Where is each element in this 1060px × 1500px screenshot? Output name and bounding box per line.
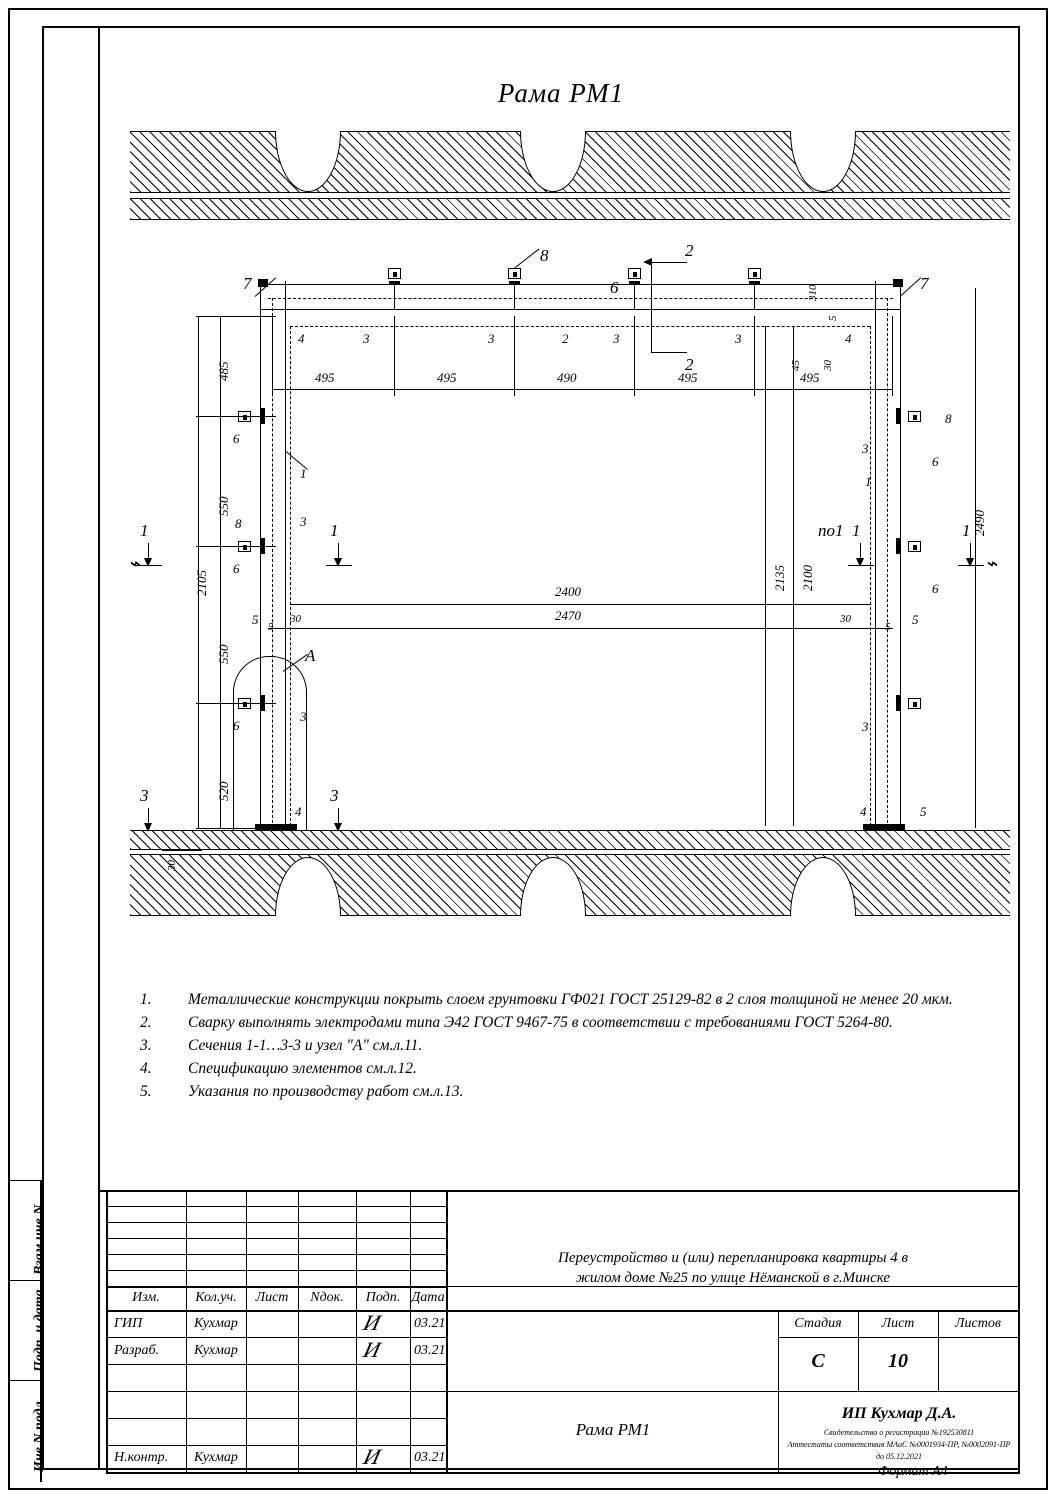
section-1-right-inner: 1 xyxy=(852,521,861,540)
leader xyxy=(514,248,540,268)
dim-top-3: 490 xyxy=(557,370,577,385)
mark-6-r1: 6 xyxy=(932,454,939,469)
tb-role-razrab: Разраб. xyxy=(114,1343,160,1358)
note-item xyxy=(140,1082,1020,1102)
note-item xyxy=(140,1013,1020,1033)
dim-ext xyxy=(272,316,273,396)
tb-line xyxy=(356,1190,357,1472)
mark-8-r: 8 xyxy=(945,411,952,426)
note-text: Указания по производству работ см.л.13. xyxy=(188,1083,464,1100)
mark-3-beam-4: 3 xyxy=(735,331,742,346)
note-text: Сварку выполнять электродами типа Э42 ГОСТ 9467-75 в соответствии с требованиями ГОСТ 5264-80. xyxy=(188,1014,893,1031)
dim-2470: 2470 xyxy=(555,608,581,623)
tb-signature: И xyxy=(361,1444,384,1469)
mark-6-l1: 6 xyxy=(233,431,240,446)
tb-line xyxy=(106,1445,446,1446)
note-number: 4. xyxy=(140,1060,152,1077)
mark-2-beam: 2 xyxy=(562,331,569,346)
beam-bottom-edge xyxy=(260,309,900,310)
dimension-line-2400 xyxy=(290,604,870,605)
mark-7-right: 7 xyxy=(920,274,929,293)
dim-top-4: 495 xyxy=(678,370,698,385)
mark-6-top: 6 xyxy=(610,278,619,297)
bolt-assembly xyxy=(508,268,521,279)
section-1-right-outer: 1 xyxy=(962,521,971,540)
tb-line xyxy=(106,1238,446,1239)
tb-line xyxy=(298,1190,299,1472)
tb-line xyxy=(106,1310,1020,1312)
mark-1-l1: 1 xyxy=(300,466,307,481)
mark-A: A xyxy=(305,646,316,665)
note-number: 3. xyxy=(140,1037,152,1054)
mark-3-beam-1: 3 xyxy=(363,331,370,346)
bolt-assembly xyxy=(908,411,921,422)
tb-role-nkontr: Н.контр. xyxy=(114,1450,169,1465)
note-number: 2. xyxy=(140,1014,152,1031)
section-2-line-bot xyxy=(651,352,687,353)
mark-3-l1: 3 xyxy=(300,514,307,529)
section-2-axis xyxy=(651,262,652,352)
dim-ext xyxy=(514,316,515,396)
tb-role-gip: ГИП xyxy=(114,1316,143,1331)
dim-left-550b: 550 xyxy=(216,644,231,664)
dim-5-left: 5 xyxy=(268,621,274,633)
notes-block xyxy=(140,990,1020,1105)
tb-line xyxy=(106,1190,108,1472)
dim-right-2100: 2100 xyxy=(800,565,815,591)
dim-top-1: 495 xyxy=(315,370,335,385)
cap-plate-right xyxy=(893,279,903,287)
tb-sheets-header: Листов xyxy=(955,1316,1001,1331)
tb-object-line2: жилом доме №25 по улице Нёманской в г.Минске xyxy=(575,1270,891,1286)
bolt-assembly xyxy=(628,268,641,279)
dimension-line-right xyxy=(975,288,976,828)
mark-4-beam-right: 4 xyxy=(845,331,852,346)
note-item xyxy=(140,1036,1020,1056)
tb-company-line1: Свидетельство о регистрации №192530811 xyxy=(823,1428,975,1437)
dimension-line-top xyxy=(272,389,892,390)
dim-5-right: 5 xyxy=(885,621,891,633)
mark-1-r: 1 xyxy=(865,474,872,489)
section-1-left-inner: 1 xyxy=(330,521,339,540)
tb-line xyxy=(106,1206,446,1207)
dim-ext xyxy=(394,316,395,396)
mark-6-l3: 6 xyxy=(233,718,240,733)
section-3-bar xyxy=(136,830,162,831)
side-label-vzam: Взам.инв.N xyxy=(32,1204,47,1275)
sheet-format-label: Формат А4 xyxy=(878,1464,948,1479)
tb-company-line2: Аттестаты соответствия МАиС №0001934-ПР, №0002091-ПР xyxy=(787,1440,1011,1449)
beam-center-line xyxy=(268,298,893,299)
bolt-assembly xyxy=(748,268,761,279)
dim-ext xyxy=(196,416,276,417)
dim-ext xyxy=(196,316,276,317)
dim-right-2490: 2490 xyxy=(972,510,987,536)
note-number: 1. xyxy=(140,991,152,1008)
mark-5-r2: 5 xyxy=(920,804,927,819)
tb-signature: И xyxy=(361,1310,384,1335)
dim-30-right: 30 xyxy=(840,613,851,625)
tb-line xyxy=(106,1254,446,1255)
section-1-bar xyxy=(848,565,874,566)
note-item xyxy=(140,1059,1020,1079)
mark-3-l2: 3 xyxy=(300,709,307,724)
drawing-title: Рама РМ1 xyxy=(497,78,625,108)
section-1-bar xyxy=(958,565,984,566)
mark-4-l: 4 xyxy=(295,804,302,819)
tb-header-koluch: Кол.уч. xyxy=(195,1290,237,1305)
tb-line xyxy=(106,1337,446,1338)
bolt-stem xyxy=(394,284,395,310)
tb-stage-value: С xyxy=(811,1350,825,1372)
break-symbol-left: ⌁ xyxy=(128,553,141,575)
dim-30-left: 30 xyxy=(290,613,301,625)
tb-header-list: Лист xyxy=(255,1290,289,1305)
tb-company-line3: до 05.12.2021 xyxy=(875,1452,923,1461)
tb-line xyxy=(106,1418,446,1419)
tb-line xyxy=(106,1270,446,1271)
tb-line xyxy=(778,1391,1020,1392)
tb-object-line1: Переустройство и (или) перепланировка квартиры 4 в xyxy=(558,1250,908,1266)
tb-line xyxy=(246,1190,247,1472)
note-number: 5. xyxy=(140,1083,152,1100)
tb-line xyxy=(106,1391,446,1392)
tb-date-gip: 03.21 xyxy=(414,1316,446,1331)
tb-line xyxy=(186,1190,187,1472)
tb-name-razrab: Кухмар xyxy=(194,1343,238,1358)
section-1-left-outer: 1 xyxy=(140,521,149,540)
dim-left-485: 485 xyxy=(216,361,231,381)
dim-left-2105: 2105 xyxy=(194,570,209,596)
mark-3-r1: 3 xyxy=(862,441,869,456)
mark-4-beam-left: 4 xyxy=(298,331,305,346)
dim-right-2135: 2135 xyxy=(772,565,787,591)
dim-top-5: 495 xyxy=(800,370,820,385)
break-symbol-right: ⌁ xyxy=(985,553,998,575)
tb-name-gip: Кухмар xyxy=(194,1316,238,1331)
tb-header-podp: Подп. xyxy=(365,1290,401,1305)
mark-5-r: 5 xyxy=(912,612,919,627)
tb-date-nkontr: 03.21 xyxy=(414,1450,446,1465)
mark-3-beam-2: 3 xyxy=(488,331,495,346)
mark-6-l2: 6 xyxy=(233,561,240,576)
tb-header-ndok: Nдок. xyxy=(310,1290,344,1305)
note-text: Спецификацию элементов см.л.12. xyxy=(188,1060,417,1077)
dimension-line-left-1 xyxy=(220,316,221,828)
tb-line xyxy=(446,1391,778,1392)
tb-signature: И xyxy=(361,1337,384,1362)
bolt-stem xyxy=(754,284,755,310)
dim-ext xyxy=(892,316,893,396)
bolt-plate xyxy=(896,538,900,554)
dim-left-30: 30 xyxy=(166,860,178,871)
right-column-axis xyxy=(887,298,888,823)
bolt-plate xyxy=(896,408,900,424)
section-3-left: 3 xyxy=(140,786,149,805)
title-block xyxy=(98,1190,1020,1482)
tb-line xyxy=(778,1337,1020,1338)
dim-ext xyxy=(754,316,755,396)
tb-line xyxy=(446,1190,448,1472)
tb-name-nkontr: Кухмар xyxy=(194,1450,238,1465)
note-item xyxy=(140,990,1020,1010)
top-slab-lower xyxy=(130,198,1010,220)
mark-3-beam-3: 3 xyxy=(613,331,620,346)
dim-310: 310 xyxy=(807,284,819,301)
dim-ext xyxy=(196,703,276,704)
tb-line xyxy=(106,1286,446,1288)
dim-2400: 2400 xyxy=(555,584,581,599)
note-text: Сечения 1-1…3-3 и узел "А" см.л.11. xyxy=(188,1037,423,1054)
inner-contour-right xyxy=(870,326,871,826)
dim-30-top: 30 xyxy=(822,360,834,371)
section-arrow xyxy=(643,258,652,266)
right-column-inner xyxy=(875,281,876,826)
mark-4-r: 4 xyxy=(860,804,867,819)
mark-3-r2: 3 xyxy=(862,719,869,734)
tb-line xyxy=(106,1364,446,1365)
tb-header-izm: Изм. xyxy=(132,1290,160,1305)
dim-line-2100 xyxy=(793,326,794,826)
dim-top-2: 495 xyxy=(437,370,457,385)
node-label-po1: по1 xyxy=(818,521,844,540)
bolt-assembly xyxy=(388,268,401,279)
tb-line xyxy=(410,1190,411,1472)
section-3-right: 3 xyxy=(330,786,339,805)
bottom-slab-upper xyxy=(130,830,1010,850)
note-text: Металлические конструкции покрыть слоем грунтовки ГФ021 ГОСТ 25129-82 в 2 слоя толщиной не менее 20 мкм. xyxy=(188,991,953,1008)
section-2-top: 2 xyxy=(685,241,694,260)
section-2-line-top xyxy=(651,262,687,263)
tb-company: ИП Кухмар Д.А. xyxy=(841,1405,957,1422)
mark-7-left: 7 xyxy=(243,274,252,293)
leader xyxy=(286,451,308,470)
bolt-plate xyxy=(896,695,900,711)
tb-line xyxy=(106,1222,446,1223)
dim-45: 45 xyxy=(790,360,802,371)
dim-ext xyxy=(196,828,276,829)
tb-doc-name: Рама РМ1 xyxy=(575,1420,651,1439)
mark-6-r2: 6 xyxy=(932,581,939,596)
side-stamp-column xyxy=(8,1180,47,1482)
side-label-inv: Инв.N подл. xyxy=(32,1397,47,1472)
dim-ext xyxy=(162,850,202,851)
tb-header-data: Дата xyxy=(411,1290,445,1305)
side-label-podp: Подп. и дата xyxy=(32,1289,47,1372)
mark-8-l: 8 xyxy=(235,516,242,531)
right-column-outer xyxy=(900,281,901,826)
dim-5-top: 5 xyxy=(827,315,839,321)
mark-8-top: 8 xyxy=(540,246,549,265)
bolt-stem xyxy=(634,284,635,310)
section-3-bar xyxy=(326,830,352,831)
bolt-assembly xyxy=(908,698,921,709)
tb-line xyxy=(98,1190,1020,1192)
section-2-bottom: 2 xyxy=(685,355,694,374)
dim-ext xyxy=(196,546,276,547)
tb-sheet-header: Лист xyxy=(881,1316,915,1331)
tb-sheet-value: 10 xyxy=(888,1350,908,1372)
dim-ext xyxy=(634,316,635,396)
section-1-bar xyxy=(326,565,352,566)
dim-left-550a: 550 xyxy=(216,496,231,516)
bolt-stem xyxy=(514,284,515,310)
mark-5-l: 5 xyxy=(252,612,259,627)
dimension-line-2470 xyxy=(268,628,893,629)
bolt-assembly xyxy=(908,541,921,552)
tb-stage-header: Стадия xyxy=(794,1316,842,1331)
inner-contour-top xyxy=(290,326,870,327)
tb-date-razrab: 03.21 xyxy=(414,1343,446,1358)
beam-top-edge xyxy=(260,284,900,285)
dim-left-520: 520 xyxy=(216,781,231,801)
dim-line-2135 xyxy=(765,326,766,826)
